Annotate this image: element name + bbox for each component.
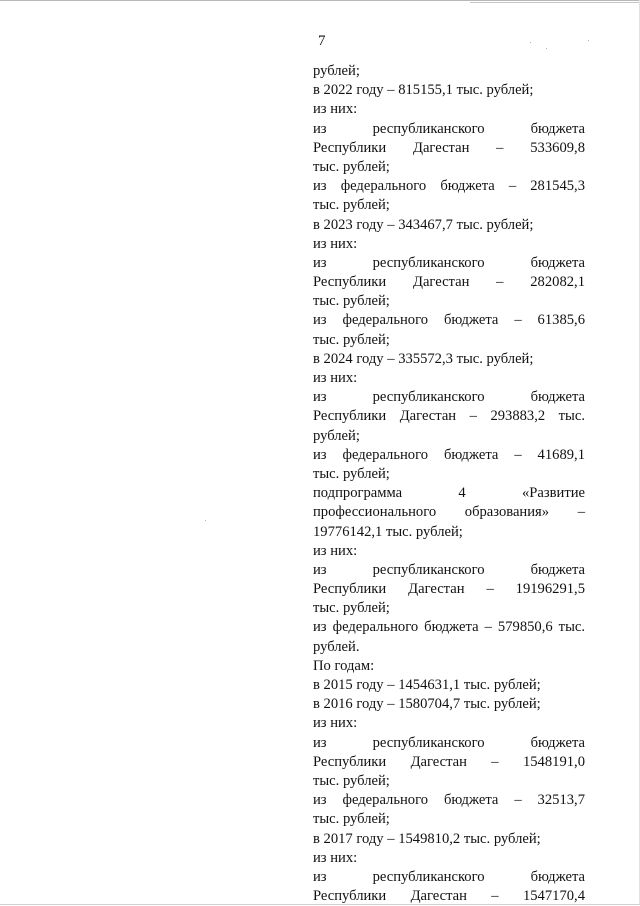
- text-line: Республики Дагестан – 282082,1: [313, 274, 585, 291]
- text-line: рублей;: [313, 63, 360, 79]
- text-line: в 2015 году – 1454631,1 тыс. рублей;: [313, 677, 541, 693]
- scan-speck: [530, 42, 531, 43]
- page-number: 7: [318, 33, 326, 49]
- text-line: из них:: [313, 101, 358, 118]
- text-line: рублей.: [313, 638, 360, 655]
- text-line: из республиканского бюджета: [313, 254, 585, 271]
- text-line: подпрограмма 4 «Развитие: [313, 485, 585, 502]
- text-line: Республики Дагестан – 293883,2 тыс.: [313, 408, 585, 425]
- text-line: из федерального бюджета – 32513,7: [313, 792, 585, 809]
- text-line: По годам:: [313, 657, 375, 674]
- text-line: тыс. рублей;: [313, 331, 390, 348]
- text-line: из федерального бюджета – 579850,6 тыс.: [313, 619, 585, 636]
- text-line: тыс. рублей;: [313, 600, 390, 617]
- text-line: из республиканского бюджета: [313, 120, 585, 137]
- text-line: из республиканского бюджета: [313, 561, 585, 578]
- text-line: из республиканского бюджета: [313, 389, 585, 406]
- text-line: в 2022 году – 815155,1 тыс. рублей;: [313, 82, 534, 99]
- text-line: из республиканского бюджета: [313, 868, 585, 885]
- text-line: Республики Дагестан – 19196291,5: [313, 581, 585, 598]
- text-line: из федерального бюджета – 41689,1: [313, 446, 585, 463]
- text-line: из них:: [313, 715, 358, 732]
- text-line: тыс. рублей;: [313, 293, 390, 310]
- text-line: тыс. рублей;: [313, 158, 390, 175]
- text-line: Республики Дагестан – 1547170,4: [313, 888, 585, 905]
- text-line: тыс. рублей;: [313, 772, 390, 789]
- text-line: тыс. рублей;: [313, 811, 390, 828]
- text-line: Республики Дагестан – 1548191,0: [313, 753, 585, 770]
- text-line: профессионального образования» –: [313, 504, 585, 521]
- scan-speck: [546, 48, 547, 49]
- text-line: в 2023 году – 343467,7 тыс. рублей;: [313, 216, 534, 233]
- document-text-column: [313, 62, 585, 906]
- text-line: из них:: [313, 370, 358, 386]
- text-line: из федерального бюджета – 61385,6: [313, 312, 585, 329]
- scan-speck: [205, 520, 206, 521]
- scan-top-border: [0, 0, 640, 1]
- text-line: из них:: [313, 235, 358, 252]
- text-line: из них:: [313, 542, 358, 559]
- text-line: в 2024 году – 335572,3 тыс. рублей;: [313, 350, 534, 367]
- text-line: из республиканского бюджета: [313, 734, 585, 751]
- text-line: в 2017 году – 1549810,2 тыс. рублей;: [313, 830, 541, 847]
- text-line: в 2016 году – 1580704,7 тыс. рублей;: [313, 696, 541, 713]
- text-line: из федерального бюджета – 281545,3: [313, 178, 585, 195]
- text-line: тыс. рублей;: [313, 197, 390, 214]
- text-line: тыс. рублей;: [313, 465, 390, 482]
- text-line: из них:: [313, 849, 358, 866]
- scan-speck: [588, 40, 589, 41]
- text-line: 19776142,1 тыс. рублей;: [313, 523, 463, 540]
- text-line: рублей;: [313, 427, 360, 444]
- scan-top-border-secondary: [470, 2, 640, 3]
- text-line: Республики Дагестан – 533609,8: [313, 139, 585, 156]
